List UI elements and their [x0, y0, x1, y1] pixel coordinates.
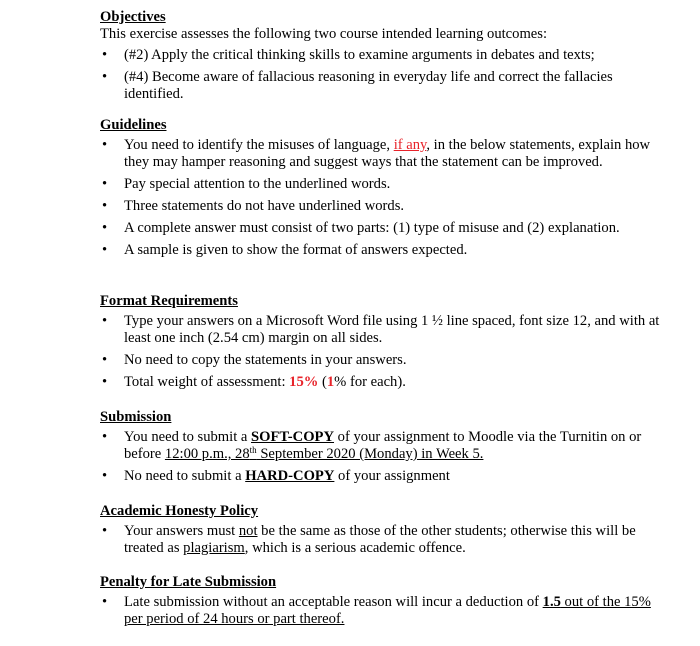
list-item: • No need to copy the statements in your answers.	[102, 352, 407, 368]
list-item: • Type your answers on a Microsoft Word file using 1 ½ line spaced, font size 12, and with at least one inch (2.54 cm) margin on all sides.	[102, 313, 660, 346]
objectives-intro: This exercise assesses the following two course intended learning outcomes:	[100, 26, 548, 42]
submission-heading: Submission	[100, 409, 172, 425]
submission-list	[100, 429, 660, 485]
format-list	[100, 313, 660, 391]
per-item-weight: 1	[326, 374, 335, 390]
honesty-list	[100, 523, 660, 557]
list-item: • (#4) Become aware of fallacious reasoning in everyday life and correct the fallacies identified.	[102, 69, 613, 102]
list-item: • A sample is given to show the format of answers expected.	[102, 242, 468, 258]
if-any-link[interactable]: if any	[393, 137, 427, 153]
submission-section	[100, 409, 660, 485]
objectives-list	[100, 47, 660, 103]
guidelines-section	[100, 117, 660, 259]
penalty-section	[100, 574, 660, 628]
penalty-heading: Penalty for Late Submission	[100, 574, 277, 590]
list-item: • (#2) Apply the critical thinking skills to examine arguments in debates and texts;	[102, 47, 595, 63]
list-item: • You need to submit a SOFT-COPY of your assignment to Moodle via the Turnitin on or before 12:00 p.m., 28th September 2020 (Monday) in Week 5.	[102, 429, 642, 462]
format-section	[100, 293, 660, 391]
list-item: • Pay special attention to the underlined words.	[102, 176, 391, 192]
list-item: • No need to submit a HARD-COPY of your assignment	[102, 468, 450, 484]
objectives-heading: Objectives	[100, 9, 166, 25]
list-item: • Late submission without an acceptable reason will incur a deduction of 1.5 out of the 15% per period of 24 hours or part thereof.	[102, 594, 651, 627]
penalty-list	[100, 594, 660, 628]
list-item: • You need to identify the misuses of language, if any, in the below statements, explain how they may hamper reasoning and suggest ways that the statement can be improved.	[102, 137, 651, 170]
guidelines-list	[100, 137, 660, 259]
list-item: • Three statements do not have underlined words.	[102, 198, 405, 214]
deadline: 12:00 p.m., 28th September 2020 (Monday) in Week 5.	[164, 445, 484, 462]
list-item: • Total weight of assessment: 15% (1% for each).	[102, 374, 406, 390]
objectives-section	[100, 9, 660, 103]
honesty-heading: Academic Honesty Policy	[100, 503, 259, 519]
list-item: • Your answers must not be the same as those of the other students; otherwise this will be treated as plagiarism, which is a serious academic offence.	[102, 523, 636, 556]
honesty-section	[100, 503, 660, 557]
format-heading: Format Requirements	[100, 293, 238, 309]
list-item: • A complete answer must consist of two parts: (1) type of misuse and (2) explanation.	[102, 220, 620, 236]
assessment-weight: 15%	[289, 374, 319, 390]
guidelines-heading: Guidelines	[100, 117, 167, 133]
